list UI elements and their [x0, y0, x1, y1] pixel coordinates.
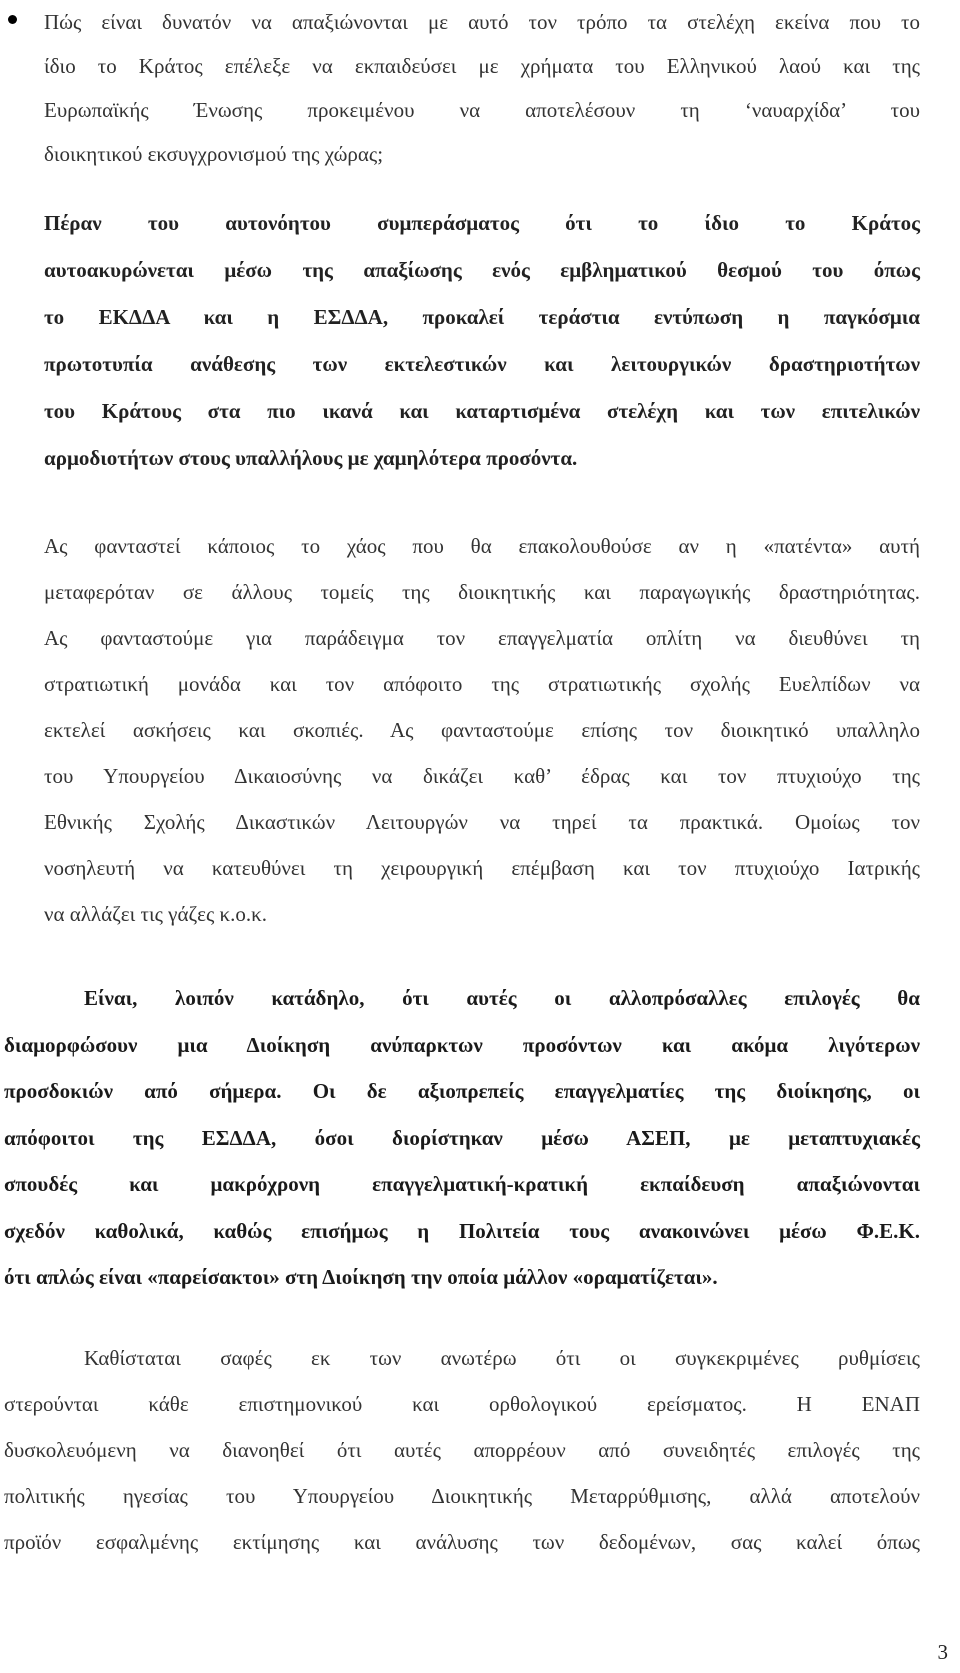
bold-paragraph-2	[4, 975, 920, 1301]
paragraph-line: το ΕΚΔΔΑ και η ΕΣΔΔΑ, προκαλεί τεράστια εντύπωση η παγκόσμια	[44, 305, 920, 329]
bullet-icon	[8, 15, 17, 24]
paragraph-line: Πώς είναι δυνατόν να απαξιώνονται με αυτό τον τρόπο τα στελέχη εκείνα που το	[44, 10, 920, 34]
paragraph-line: εκτελεί ασκήσεις και σκοπιές. Ας φανταστούμε επίσης τον διοικητικό υπαλληλο	[44, 718, 920, 742]
paragraph-line: Ευρωπαϊκής Ένωσης προκειμένου να αποτελέσουν τη ‘ναυαρχίδα’ του	[44, 98, 920, 122]
paragraph-line: νοσηλευτή να κατευθύνει τη χειρουργική επέμβαση και τον πτυχιούχο Ιατρικής	[44, 856, 920, 880]
page-number: 3	[937, 1640, 948, 1664]
normal-paragraph-2	[4, 1335, 920, 1565]
bullet-paragraph	[44, 0, 920, 176]
paragraph-line: Ας φανταστεί κάποιος το χάος που θα επακολουθούσε αν η «πατέντα» αυτή	[44, 534, 920, 558]
paragraph-line: Εθνικής Σχολής Δικαστικών Λειτουργών να τηρεί τα πρακτικά. Ομοίως τον	[44, 810, 920, 834]
paragraph-line: σχεδόν καθολικά, καθώς επισήμως η Πολιτεία τους ανακοινώνει μέσω Φ.Ε.Κ.	[4, 1218, 920, 1243]
paragraph-line: ίδιο το Κράτος επέλεξε να εκπαιδεύσει με χρήματα του Ελληνικού λαού και της	[44, 54, 920, 78]
paragraph-line: Είναι, λοιπόν κατάδηλο, ότι αυτές οι αλλοπρόσαλλες επιλογές θα	[84, 986, 920, 1010]
paragraph-line: ότι απλώς είναι «παρείσακτοι» στη Διοίκηση την οποία μάλλον «οραματίζεται».	[4, 1265, 718, 1289]
paragraph-line: απόφοιτοι της ΕΣΔΔΑ, όσοι διορίστηκαν μέσω ΑΣΕΠ, με μεταπτυχιακές	[4, 1125, 920, 1150]
normal-paragraph-1	[44, 523, 920, 937]
paragraph-line: στρατιωτική μονάδα και τον απόφοιτο της στρατιωτικής σχολής Ευελπίδων να	[44, 672, 920, 696]
paragraph-line: αρμοδιοτήτων στους υπαλλήλους με χαμηλότερα προσόντα.	[44, 446, 578, 470]
paragraph-line: διοικητικού εκσυγχρονισμού της χώρας;	[44, 142, 384, 166]
paragraph-line: προϊόν εσφαλμένης εκτίμησης και ανάλυσης των δεδομένων, σας καλεί όπως	[4, 1530, 920, 1554]
paragraph-line: προσδοκιών από σήμερα. Οι δε αξιοπρεπείς επαγγελματίες της διοίκησης, οι	[4, 1079, 920, 1103]
paragraph-line: Ας φανταστούμε για παράδειγμα τον επαγγελματία οπλίτη να διευθύνει τη	[44, 626, 920, 650]
paragraph-line: δυσκολευόμενη να διανοηθεί ότι αυτές απορρέουν από συνειδητές επιλογές της	[4, 1438, 920, 1462]
paragraph-line: του Υπουργείου Δικαιοσύνης να δικάζει καθ’ έδρας και τον πτυχιούχο της	[44, 764, 920, 788]
paragraph-line: Καθίσταται σαφές εκ των ανωτέρω ότι οι συγκεκριμένες ρυθμίσεις	[84, 1346, 920, 1370]
paragraph-line: διαμορφώσουν μια Διοίκηση ανύπαρκτων προσόντων και ακόμα λιγότερων	[4, 1032, 920, 1057]
paragraph-line: σπουδές και μακρόχρονη επαγγελματική-κρατική εκπαίδευση απαξιώνονται	[4, 1172, 920, 1196]
paragraph-line: να αλλάζει τις γάζες κ.ο.κ.	[44, 902, 267, 926]
paragraph-line: του Κράτους στα πιο ικανά και καταρτισμένα στελέχη και των επιτελικών	[44, 399, 920, 423]
paragraph-line: αυτοακυρώνεται μέσω της απαξίωσης ενός εμβληματικού θεσμού του όπως	[44, 258, 920, 282]
paragraph-line: Πέραν του αυτονόητου συμπεράσματος ότι το ίδιο το Κράτος	[44, 211, 920, 235]
paragraph-line: πρωτοτυπία ανάθεσης των εκτελεστικών και λειτουργικών δραστηριοτήτων	[44, 352, 920, 376]
bold-paragraph-1	[44, 200, 920, 482]
paragraph-line: μεταφερόταν σε άλλους τομείς της διοικητικής και παραγωγικής δραστηριότητας.	[44, 580, 920, 604]
paragraph-line: στερούνται κάθε επιστημονικού και ορθολογικού ερείσματος. Η ΕΝΑΠ	[4, 1392, 920, 1416]
paragraph-line: πολιτικής ηγεσίας του Υπουργείου Διοικητικής Μεταρρύθμισης, αλλά αποτελούν	[4, 1484, 920, 1508]
